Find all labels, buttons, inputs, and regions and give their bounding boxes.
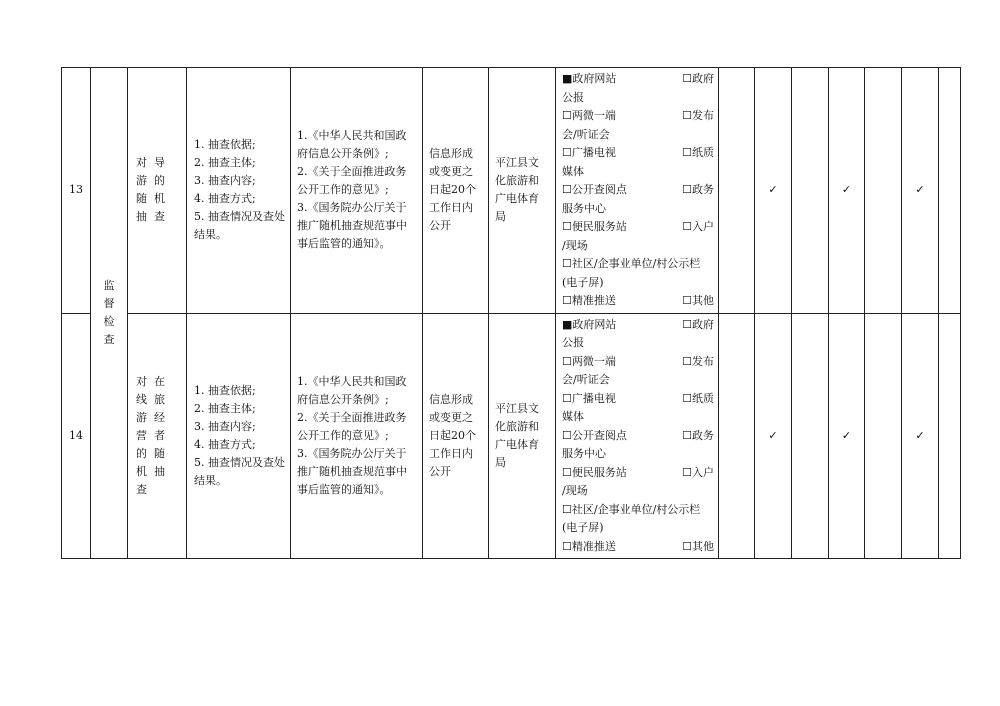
channel-option-cont: 媒体: [562, 164, 584, 178]
channel-option: ☐其他: [682, 294, 714, 307]
time-limit-cell: 信息形成或变更之日起20个工作日内公开: [423, 68, 489, 314]
channel-cell: [556, 68, 719, 314]
item-cell: [128, 313, 187, 559]
check-cell: [792, 313, 829, 559]
time-limit-cell: 信息形成或变更之日起20个工作日内公开: [423, 313, 489, 559]
row-number: 14: [62, 313, 91, 559]
item-label: 对导游的随机抽查: [136, 156, 172, 224]
content-line: 5. 抽查情况及查处结果。: [194, 455, 285, 487]
basis-line: 3.《国务院办公厅关于推广随机抽查规范事中事后监管的通知》。: [297, 201, 407, 251]
item-cell: [128, 68, 187, 314]
content-line: 5. 抽查情况及查处结果。: [194, 210, 285, 242]
category-label: 监督检查: [103, 279, 115, 346]
check-cell: [719, 68, 755, 314]
channel-option-cont: 服务中心: [562, 201, 606, 215]
channel-option: ☐社区/企事业单位/村公示栏(电子屏): [562, 502, 701, 534]
channel-option: ☐便民服务站: [562, 465, 627, 479]
channel-option: ☐广播电视: [562, 391, 616, 405]
check-mark-icon: ✓: [829, 313, 865, 559]
disclosure-table: [61, 67, 961, 559]
check-mark-icon: ✓: [755, 68, 792, 314]
item-label: 对在线旅游经营者的随机抽查: [136, 374, 172, 496]
content-cell: [187, 68, 291, 314]
channel-option-cont: 服务中心: [562, 447, 606, 460]
check-cell: [719, 313, 755, 559]
content-line: 1. 抽查依据;: [194, 383, 256, 397]
channel-option-cont: /现场: [562, 238, 588, 252]
basis-cell: [291, 68, 423, 314]
channel-option: ☐政务: [682, 428, 714, 442]
channel-option: ☐纸质: [682, 391, 714, 405]
channel-option: ☐精准推送: [562, 294, 616, 307]
basis-cell: [291, 313, 423, 559]
subject-cell: 平江县文化旅游和广电体育局: [489, 313, 556, 559]
check-mark-icon: ✓: [829, 68, 865, 314]
channel-option-cont: 媒体: [562, 410, 584, 423]
channel-option: ☐精准推送: [562, 539, 616, 553]
channel-option-cont: 公报: [562, 336, 584, 349]
channel-option: ■政府网站: [562, 72, 617, 85]
channel-cell: [556, 313, 719, 559]
content-line: 2. 抽查主体;: [194, 156, 256, 170]
table-row: [62, 313, 961, 559]
channel-option: ☐公开查阅点: [562, 428, 627, 442]
basis-line: 2.《关于全面推进政务公开工作的意见》;: [297, 165, 407, 197]
channel-option: ☐入户: [682, 465, 714, 479]
channel-option-cont: /现场: [562, 484, 588, 497]
check-cell: [865, 313, 902, 559]
channel-option: ☐政务: [682, 183, 714, 196]
channel-option: ☐两微一端: [562, 354, 616, 368]
check-cell: [792, 68, 829, 314]
channel-option-cont: 公报: [562, 90, 584, 104]
row-number: 13: [62, 68, 91, 314]
channel-option: ☐政府: [682, 72, 714, 85]
channel-option: ☐广播电视: [562, 146, 616, 159]
subject-cell: 平江县文化旅游和广电体育局: [489, 68, 556, 314]
check-cell: [939, 313, 961, 559]
check-cell: [939, 68, 961, 314]
table-row: [62, 68, 961, 314]
channel-option: ☐政府: [682, 317, 714, 331]
channel-option: ☐入户: [682, 220, 714, 233]
channel-option: ☐公开查阅点: [562, 183, 627, 196]
content-line: 3. 抽查内容;: [194, 419, 256, 433]
channel-option: ☐发布: [682, 109, 714, 122]
channel-option-cont: 会/听证会: [562, 127, 610, 141]
content-cell: [187, 313, 291, 559]
content-line: 4. 抽查方式;: [194, 437, 256, 451]
basis-line: 1.《中华人民共和国政府信息公开条例》;: [297, 374, 407, 406]
channel-option: ☐其他: [682, 539, 714, 553]
content-line: 2. 抽查主体;: [194, 401, 256, 415]
channel-option: ☐便民服务站: [562, 220, 627, 233]
channel-option-cont: 会/听证会: [562, 373, 610, 386]
check-cell: [865, 68, 902, 314]
check-mark-icon: ✓: [902, 313, 939, 559]
category-cell: [91, 68, 128, 559]
channel-option: ■政府网站: [562, 317, 617, 331]
channel-option: ☐社区/企事业单位/村公示栏(电子屏): [562, 257, 701, 289]
channel-option: ☐纸质: [682, 146, 714, 159]
channel-option: ☐发布: [682, 354, 714, 368]
content-line: 3. 抽查内容;: [194, 174, 256, 188]
check-mark-icon: ✓: [902, 68, 939, 314]
basis-line: 2.《关于全面推进政务公开工作的意见》;: [297, 410, 407, 442]
basis-line: 3.《国务院办公厅关于推广随机抽查规范事中事后监管的通知》。: [297, 446, 407, 496]
content-line: 4. 抽查方式;: [194, 192, 256, 206]
channel-option: ☐两微一端: [562, 109, 616, 122]
basis-line: 1.《中华人民共和国政府信息公开条例》;: [297, 129, 407, 161]
check-mark-icon: ✓: [755, 313, 792, 559]
content-line: 1. 抽查依据;: [194, 138, 256, 152]
